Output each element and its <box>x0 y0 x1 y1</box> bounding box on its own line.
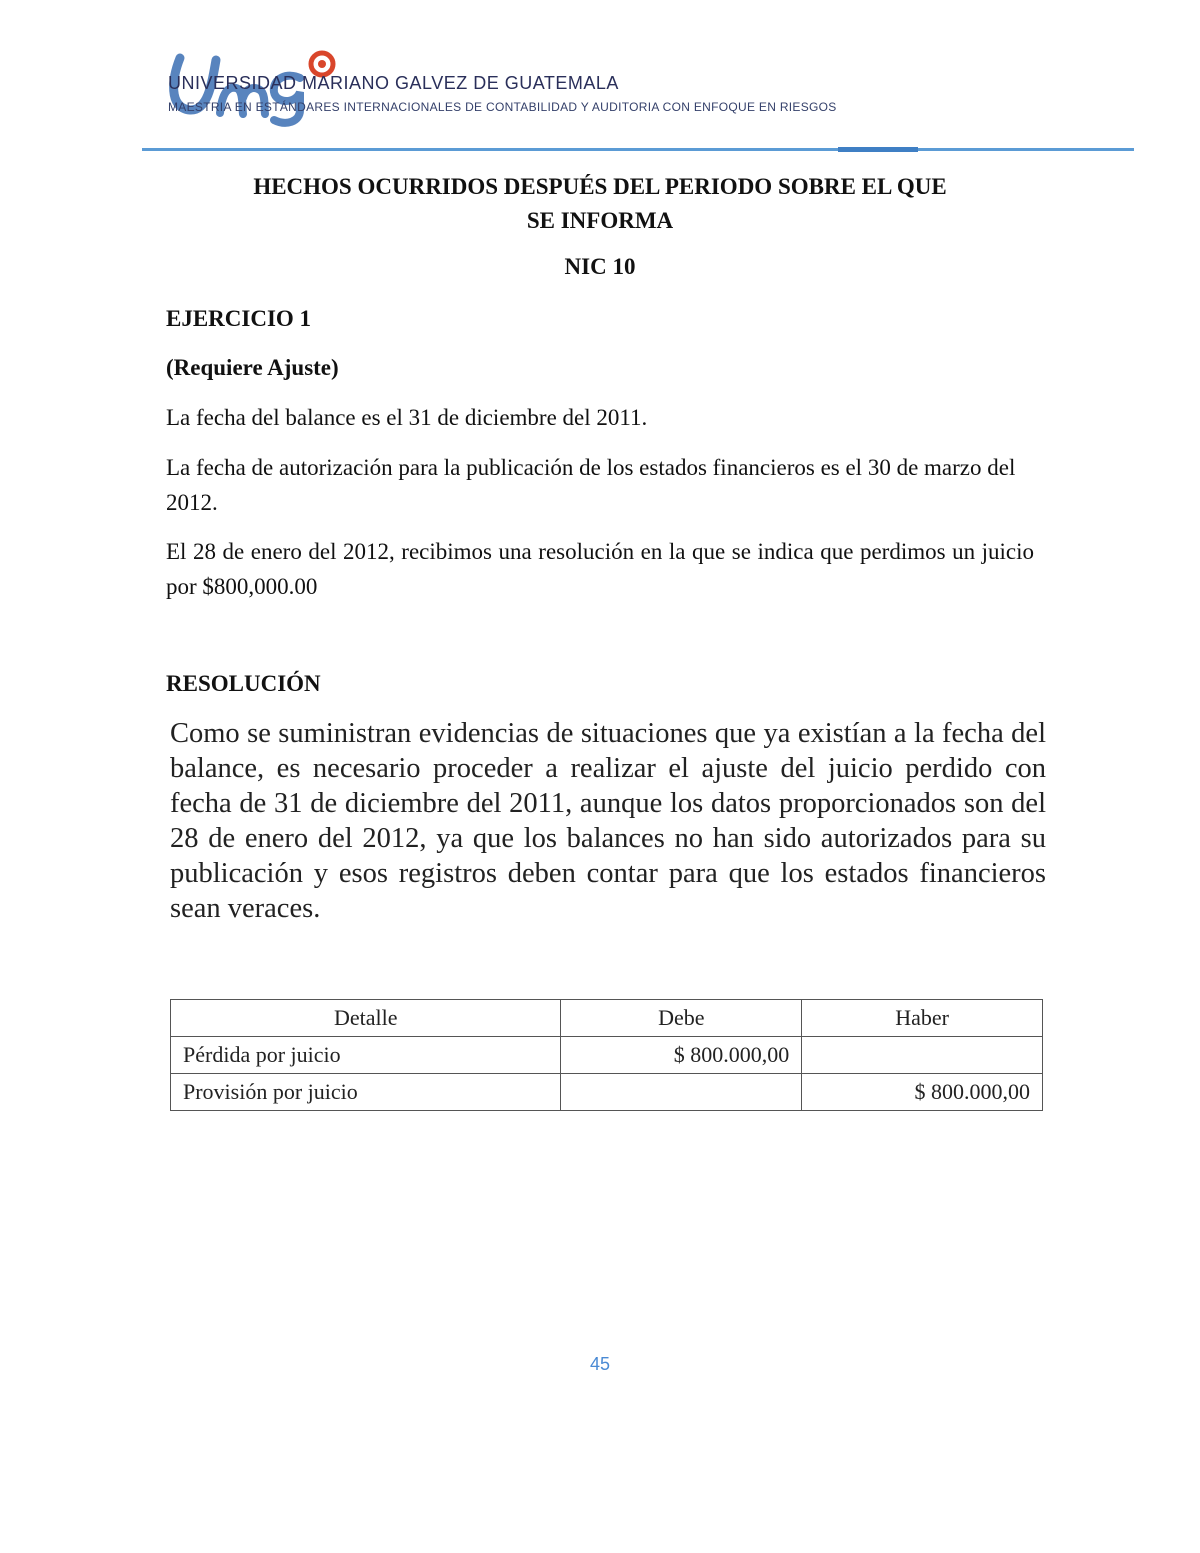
resolution-heading: RESOLUCIÓN <box>166 671 321 696</box>
column-header-haber: Haber <box>802 1000 1043 1037</box>
paragraph-balance-date: La fecha del balance es el 31 de diciembre del 2011. <box>166 405 648 430</box>
title-line-2: SE INFORMA <box>526 208 674 233</box>
cell-debe <box>561 1074 802 1111</box>
header-rule <box>142 148 1134 151</box>
table-header-row <box>171 1000 1043 1037</box>
journal-entry-table <box>170 999 1043 1111</box>
column-header-debe: Debe <box>561 1000 802 1037</box>
standard-label: NIC 10 <box>564 254 636 279</box>
column-header-detalle: Detalle <box>171 1000 561 1037</box>
cell-detalle: Provisión por juicio <box>171 1074 561 1111</box>
title-line-1: HECHOS OCURRIDOS DESPUÉS DEL PERIODO SOBRE EL QUE <box>253 174 947 199</box>
institution-name: UNIVERSIDAD MARIANO GALVEZ DE GUATEMALA <box>168 73 619 93</box>
page-number: 45 <box>589 1354 611 1374</box>
cell-haber: $ 800.000,00 <box>802 1074 1043 1111</box>
program-name: MAESTRIA EN ESTÁNDARES INTERNACIONALES DE CONTABILIDAD Y AUDITORIA CON ENFOQUE EN RIESGOS <box>168 100 837 114</box>
resolution-text: Como se suministran evidencias de situaciones que ya existían a la fecha del balance, es necesario proceder a realizar el ajuste del juicio perdido con fecha de 31 de diciembre del 2011, aunque los datos proporcionados son del 28 de enero del 2012, ya que los balances no han sido autorizados para su publicación y esos registros deben contar para que los estados financieros sean veraces. <box>170 718 1046 924</box>
cell-haber <box>802 1037 1043 1074</box>
paragraph-lawsuit: El 28 de enero del 2012, recibimos una resolución en la que se indica que perdimos un juicio por $800,000.00 <box>166 539 1034 599</box>
page-header <box>0 0 1200 160</box>
exercise-heading: EJERCICIO 1 <box>166 306 312 331</box>
cell-detalle: Pérdida por juicio <box>171 1037 561 1074</box>
cell-debe: $ 800.000,00 <box>561 1037 802 1074</box>
paragraph-authorization-date: La fecha de autorización para la publicación de los estados financieros es el 30 de marzo del 2012. <box>166 455 1016 515</box>
adjustment-note: (Requiere Ajuste) <box>166 355 339 380</box>
header-rule-accent <box>838 147 918 152</box>
table-row <box>171 1037 1043 1074</box>
document-title <box>160 170 1040 238</box>
table-row <box>171 1074 1043 1111</box>
